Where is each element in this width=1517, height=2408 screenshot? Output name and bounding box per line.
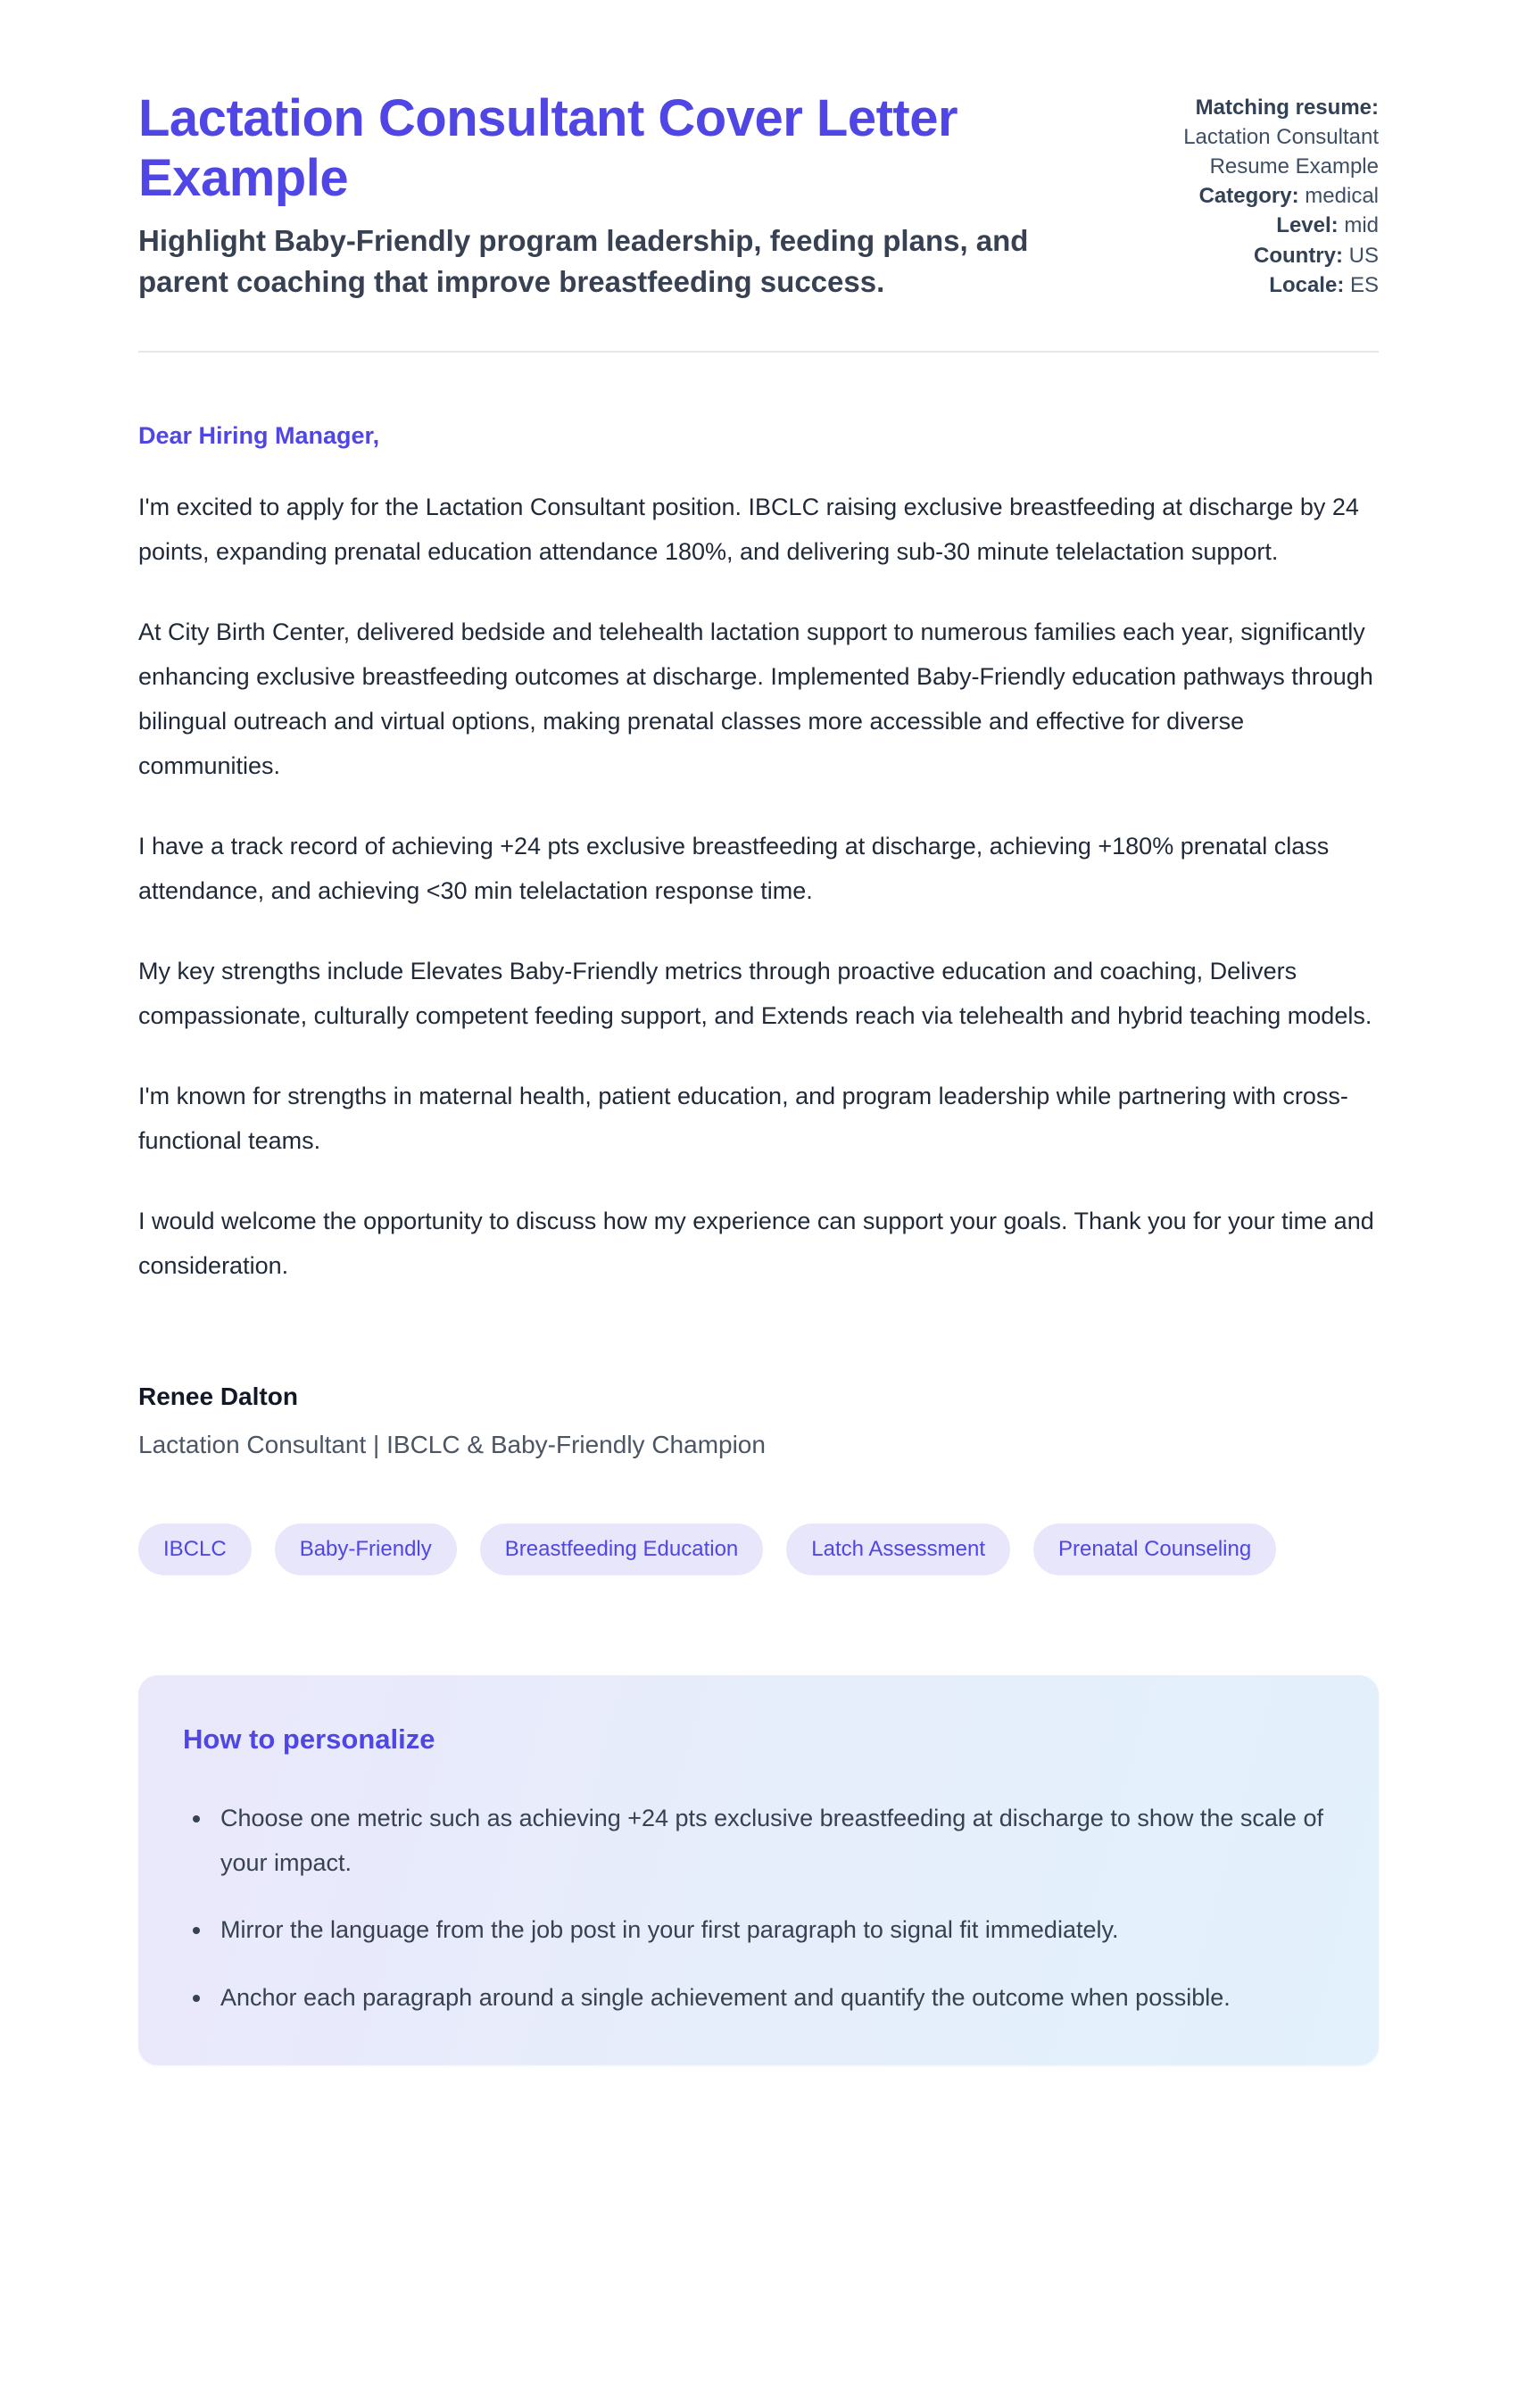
personalize-card — [138, 1675, 1379, 2066]
signature-name: Renee Dalton — [138, 1382, 298, 1410]
page-subtitle: Highlight Baby-Friendly program leadership, feeding plans, and parent coaching that improve breastfeeding success. — [138, 224, 1029, 298]
signature-block — [138, 1383, 1379, 1459]
signature-role: Lactation Consultant | IBCLC & Baby-Friendly Champion — [138, 1430, 766, 1458]
meta-row-country — [1111, 241, 1379, 270]
personalize-heading: How to personalize — [183, 1723, 435, 1755]
letter-paragraph: My key strengths include Elevates Baby-Friendly metrics through proactive education and coaching, Delivers compassionate, culturally competent feeding support, and Extends reach via telehealth and hybrid teaching models. — [138, 957, 1372, 1029]
letter-paragraph: I would welcome the opportunity to discuss how my experience can support your goals. Thank you for your time and consideration. — [138, 1207, 1374, 1279]
personalize-tip: • Mirror the language from the job post in your first paragraph to signal fit immediately. — [213, 1908, 1334, 1953]
letter-paragraph: I'm excited to apply for the Lactation Consultant position. IBCLC raising exclusive breastfeeding at discharge by 24 points, expanding prenatal education attendance 180%, and delivering sub-30 minute telelactation support. — [138, 494, 1359, 566]
personalize-tip: • Anchor each paragraph around a single achievement and quantify the outcome when possible. — [213, 1976, 1334, 2021]
cover-letter-page — [138, 0, 1379, 2146]
resume-meta-block — [1111, 89, 1379, 300]
page-header — [138, 89, 1379, 302]
tag-pill-ibclc: IBCLC — [138, 1524, 252, 1575]
header-divider — [138, 351, 1379, 353]
meta-label: Category: — [1198, 184, 1299, 209]
tag-pill-breastfeeding-education: Breastfeeding Education — [480, 1524, 764, 1575]
meta-value: US — [1348, 243, 1379, 268]
tag-pill-latch-assessment: Latch Assessment — [786, 1524, 1010, 1575]
letter-paragraph: At City Birth Center, delivered bedside and telehealth lactation support to numerous families each year, significantly enhancing exclusive breastfeeding outcomes at discharge. Implemented Baby-Friendly education pathways through bilingual outreach and virtual options, making prenatal classes more accessible and effective for diverse communities. — [138, 619, 1373, 780]
meta-value: ES — [1349, 272, 1379, 297]
letter-paragraph: I'm known for strengths in maternal health, patient education, and program leadership while partnering with cross-functional teams. — [138, 1082, 1348, 1154]
personalize-tip: • Choose one metric such as achieving +24 pts exclusive breastfeeding at discharge to show the scale of your impact. — [213, 1797, 1334, 1886]
meta-value: Lactation Consultant Resume Example — [1183, 125, 1379, 179]
meta-row-level — [1111, 211, 1379, 240]
meta-value: mid — [1344, 213, 1379, 238]
meta-row-category — [1111, 181, 1379, 211]
header-title-block — [138, 89, 1111, 302]
page-title: Lactation Consultant Cover Letter Example — [138, 89, 958, 207]
meta-label: Matching resume: — [1195, 95, 1379, 120]
meta-label: Locale: — [1269, 272, 1345, 297]
meta-value: medical — [1305, 184, 1379, 209]
meta-label: Level: — [1276, 213, 1339, 238]
cover-letter-body — [138, 422, 1379, 1458]
meta-row-matching-resume — [1111, 93, 1379, 181]
letter-paragraph: I have a track record of achieving +24 pts exclusive breastfeeding at discharge, achieving +180% prenatal class attendance, and achieving <30 min telelactation response time. — [138, 833, 1330, 904]
tag-pill-prenatal-counseling: Prenatal Counseling — [1033, 1524, 1276, 1575]
skill-tags-row — [138, 1524, 1379, 1575]
meta-row-locale — [1111, 270, 1379, 300]
personalize-tip-list — [183, 1797, 1334, 2022]
meta-label: Country: — [1254, 243, 1343, 268]
letter-greeting: Dear Hiring Manager, — [138, 422, 380, 450]
tag-pill-baby-friendly: Baby-Friendly — [275, 1524, 457, 1575]
